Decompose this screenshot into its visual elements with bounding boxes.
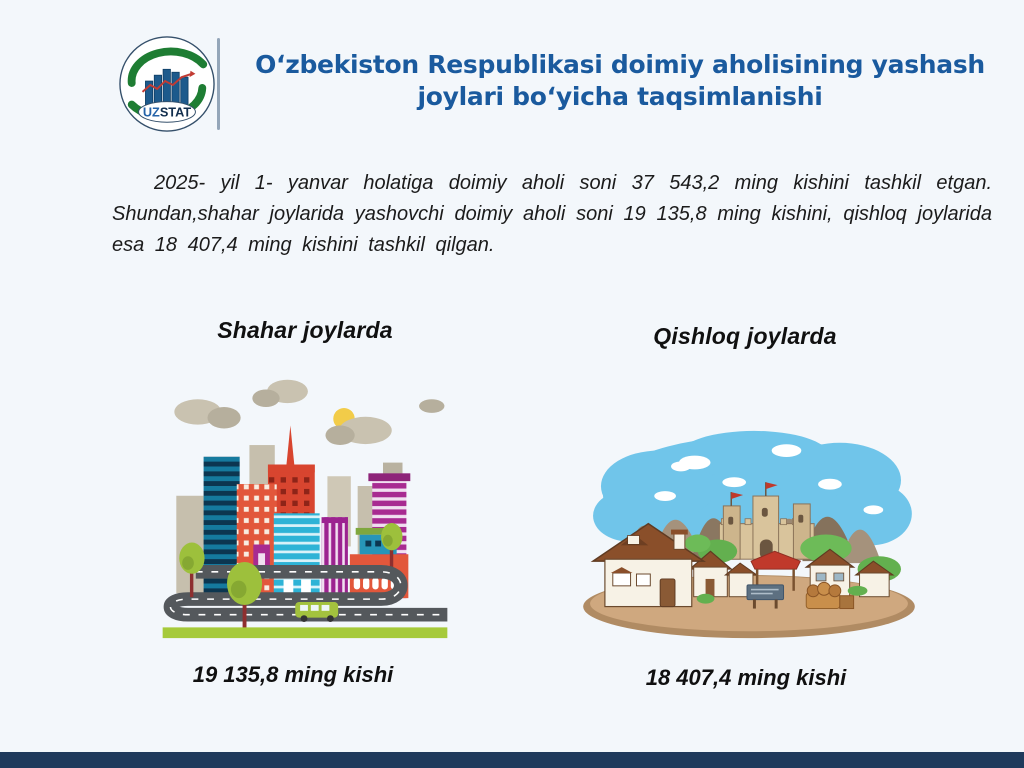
city-clouds — [174, 380, 444, 429]
logo-text-stat: STAT — [159, 104, 192, 120]
footer-bar — [0, 752, 1024, 768]
city-tree-front — [227, 562, 262, 632]
intro-paragraph: 2025- yil 1- yanvar holatiga doimiy aholi soni 37 543,2 ming kishini tashkil etgan. Shundan,shahar joylarida yashovchi doimiy aholi soni 19 135,8 ming kishini, qishloq joylarida esa 18 407,4 ming kishini tashkil qilgan. — [112, 172, 992, 256]
urban-heading: Shahar joylarda — [217, 317, 393, 343]
rural-heading: Qishloq joylarda — [653, 323, 837, 349]
logo-text — [143, 104, 192, 119]
rural-value: 18 407,4 ming kishi — [645, 665, 847, 690]
city-grass — [163, 627, 448, 638]
city-illustration — [149, 369, 461, 642]
page-title: Oʻzbekiston Respublikasi doimiy aholisining yashash joylari boʻyicha taqsimlanishi — [255, 50, 985, 111]
logo-text-uz: UZ — [142, 104, 160, 120]
village-illustration — [571, 423, 927, 650]
uzstat-logo-graphic — [118, 35, 216, 133]
urban-value: 19 135,8 ming kishi — [192, 662, 394, 687]
uzstat-logo — [118, 35, 216, 133]
header-divider — [217, 38, 220, 130]
